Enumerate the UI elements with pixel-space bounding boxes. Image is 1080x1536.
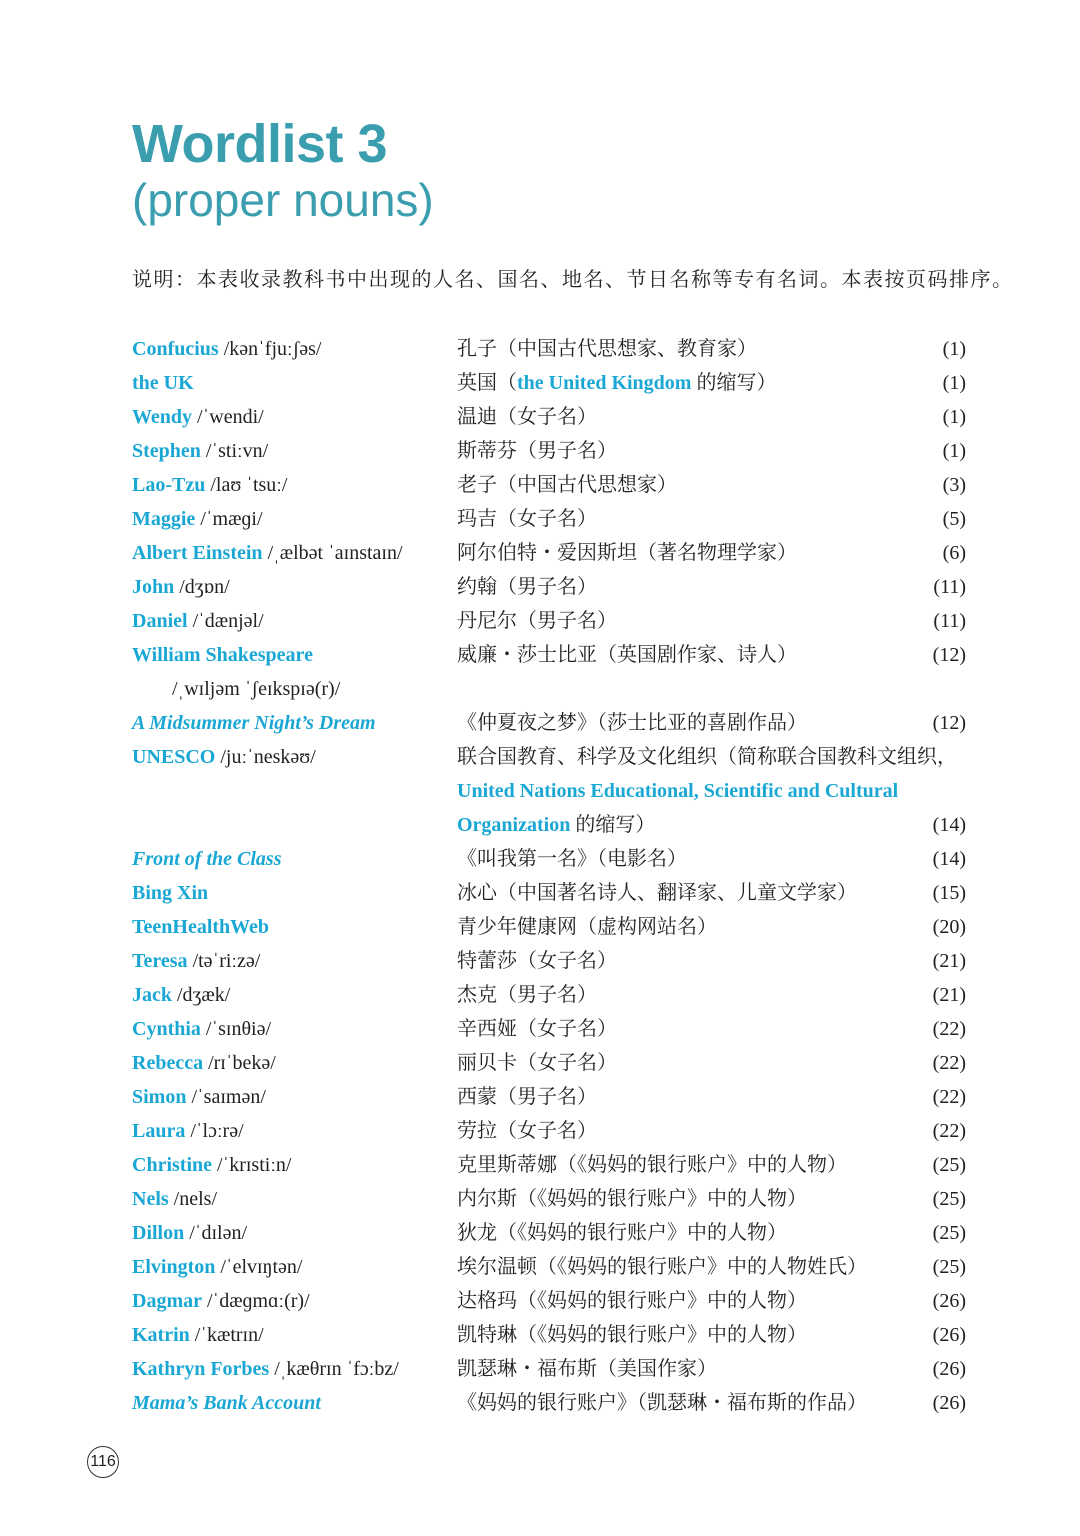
page-ref: (21) — [932, 984, 966, 1006]
meaning: 辛西娅（女子名） — [457, 1018, 617, 1040]
phonetic: /ˌkæθrɪn ˈfɔːbz/ — [274, 1358, 399, 1380]
phonetic: /ˈdɪlən/ — [189, 1222, 248, 1244]
phonetic: /ˌwɪljəm ˈʃeɪkspɪə(r)/ — [172, 678, 341, 700]
phonetic: /təˈriːzə/ — [192, 950, 261, 972]
headword: Katrin — [132, 1324, 190, 1346]
headword: Front of the Class — [132, 848, 282, 870]
meaning: 冰心（中国著名诗人、翻译家、儿童文学家） — [457, 882, 857, 904]
list-item — [132, 400, 968, 434]
meaning: 克里斯蒂娜（《妈妈的银行账户》中的人物） — [457, 1154, 847, 1176]
meaning: 《叫我第一名》（电影名） — [457, 848, 687, 870]
headword: TeenHealthWeb — [132, 916, 270, 938]
page-ref: (25) — [932, 1256, 966, 1278]
page-subtitle: (proper nouns) — [132, 174, 434, 226]
list-item — [132, 978, 968, 1012]
phonetic: /ˈsaɪmən/ — [191, 1086, 266, 1108]
list-item — [132, 1080, 968, 1114]
list-item — [132, 1318, 968, 1352]
meaning: 内尔斯（《妈妈的银行账户》中的人物） — [457, 1188, 807, 1210]
page-ref: (21) — [932, 950, 966, 972]
page-ref: (12) — [932, 712, 966, 734]
phonetic: /ˈdæɡmɑː(r)/ — [206, 1290, 310, 1312]
list-item — [132, 842, 968, 876]
list-item — [132, 1352, 968, 1386]
page-ref: (15) — [932, 882, 966, 904]
list-item — [132, 1046, 968, 1080]
page-ref: (1) — [942, 372, 966, 394]
page-ref: (22) — [932, 1018, 966, 1040]
list-item-continuation — [132, 672, 968, 706]
meaning: 西蒙（男子名） — [457, 1086, 597, 1108]
phonetic: /dʒæk/ — [177, 984, 231, 1006]
headword: Daniel — [132, 610, 188, 632]
meaning: 英国（the United Kingdom 的缩写） — [457, 372, 777, 394]
page-ref: (1) — [942, 440, 966, 462]
list-item — [132, 604, 968, 638]
meaning: 丽贝卡（女子名） — [457, 1052, 617, 1074]
phonetic: /ˌælbət ˈaɪnstaɪn/ — [267, 542, 403, 564]
list-item — [132, 1182, 968, 1216]
headword: Maggie — [132, 508, 196, 530]
list-item — [132, 1114, 968, 1148]
description-note: 说明：本表收录教科书中出现的人名、国名、地名、节日名称等专有名词。本表按页码排序。 — [132, 269, 1014, 291]
list-item — [132, 434, 968, 468]
phonetic: /ˈkætrɪn/ — [194, 1324, 264, 1346]
page-ref: (26) — [932, 1290, 966, 1312]
phonetic: /juːˈneskəʊ/ — [220, 746, 316, 768]
page-ref: (14) — [932, 848, 966, 870]
phonetic: /dʒɒn/ — [179, 576, 230, 598]
headword: Simon — [132, 1086, 187, 1108]
list-item — [132, 706, 968, 740]
meaning: 斯蒂芬（男子名） — [457, 440, 617, 462]
page-ref: (3) — [942, 474, 966, 496]
meaning: 特蕾莎（女子名） — [457, 950, 617, 972]
page-ref: (25) — [932, 1222, 966, 1244]
headword: Lao-Tzu — [132, 474, 206, 496]
phonetic: /kənˈfjuːʃəs/ — [223, 338, 322, 360]
headword: Dagmar — [132, 1290, 202, 1312]
meaning: Organization 的缩写） — [457, 814, 656, 836]
headword: Christine — [132, 1154, 212, 1176]
meaning — [457, 774, 898, 808]
page-ref: (20) — [932, 916, 966, 938]
headword: Teresa — [132, 950, 188, 972]
page-number: 116 — [87, 1446, 119, 1478]
headword: Nels — [132, 1188, 169, 1210]
page-ref: (11) — [933, 576, 966, 598]
list-item — [132, 1386, 968, 1420]
list-item — [132, 1284, 968, 1318]
phonetic: /ˈlɔːrə/ — [190, 1120, 244, 1142]
page-ref: (26) — [932, 1392, 966, 1414]
meaning: 青少年健康网（虚构网站名） — [457, 916, 717, 938]
meaning: 《仲夏夜之梦》（莎士比亚的喜剧作品） — [457, 712, 807, 734]
meaning: 《妈妈的银行账户》（凯瑟琳・福布斯的作品） — [457, 1392, 867, 1414]
list-item — [132, 638, 968, 672]
headword: the UK — [132, 372, 194, 394]
list-item — [132, 366, 968, 400]
page-ref: (22) — [932, 1120, 966, 1142]
phonetic: /ˈdænjəl/ — [192, 610, 264, 632]
list-item — [132, 910, 968, 944]
meaning: 温迪（女子名） — [457, 406, 597, 428]
phonetic: /nels/ — [173, 1188, 218, 1210]
headword: John — [132, 576, 175, 598]
phonetic: /ˈstiːvn/ — [205, 440, 269, 462]
meaning: 约翰（男子名） — [457, 576, 597, 598]
meaning: 埃尔温顿（《妈妈的银行账户》中的人物姓氏） — [457, 1256, 867, 1278]
page-ref: (22) — [932, 1052, 966, 1074]
phonetic: /rɪˈbekə/ — [208, 1052, 276, 1074]
headword: William Shakespeare — [132, 644, 313, 666]
page-ref: (22) — [932, 1086, 966, 1108]
list-item — [132, 468, 968, 502]
list-item — [132, 1216, 968, 1250]
headword: Laura — [132, 1120, 186, 1142]
headword: Albert Einstein — [132, 542, 263, 564]
wordlist — [132, 332, 968, 1420]
abbreviation-source: United Nations Educational, Scientific and Cultural — [457, 780, 899, 802]
phonetic: /ˈkrɪstiːn/ — [217, 1154, 292, 1176]
headword: Jack — [132, 984, 172, 1006]
list-item — [132, 876, 968, 910]
headword: Stephen — [132, 440, 201, 462]
list-item — [132, 944, 968, 978]
phonetic: /ˈsɪnθiə/ — [205, 1018, 272, 1040]
meaning: 达格玛（《妈妈的银行账户》中的人物） — [457, 1290, 807, 1312]
page-ref: (26) — [932, 1358, 966, 1380]
headword: Mama’s Bank Account — [132, 1392, 321, 1414]
page-ref: (11) — [933, 610, 966, 632]
list-item — [132, 1148, 968, 1182]
headword: A Midsummer Night’s Dream — [132, 712, 376, 734]
meaning: 杰克（男子名） — [457, 984, 597, 1006]
page-ref: (1) — [942, 338, 966, 360]
page-ref: (25) — [932, 1154, 966, 1176]
headword: Kathryn Forbes — [132, 1358, 270, 1380]
headword: Wendy — [132, 406, 193, 428]
list-item — [132, 332, 968, 366]
page-ref: (5) — [942, 508, 966, 530]
abbreviation-source: the United Kingdom — [517, 372, 692, 394]
meaning: 玛吉（女子名） — [457, 508, 597, 530]
meaning: 老子（中国古代思想家） — [457, 474, 677, 496]
list-item-continuation — [132, 774, 968, 808]
page-ref: (25) — [932, 1188, 966, 1210]
list-item — [132, 502, 968, 536]
list-item — [132, 570, 968, 604]
phonetic: /laʊ ˈtsuː/ — [210, 474, 288, 496]
page-ref: (14) — [932, 814, 966, 836]
meaning: 凯瑟琳・福布斯（美国作家） — [457, 1358, 717, 1380]
meaning: 狄龙（《妈妈的银行账户》中的人物） — [457, 1222, 787, 1244]
page-ref: (1) — [942, 406, 966, 428]
headword: Rebecca — [132, 1052, 204, 1074]
meaning: 联合国教育、科学及文化组织（简称联合国教科文组织， — [457, 746, 957, 768]
phonetic: /ˈelvɪŋtən/ — [220, 1256, 303, 1278]
headword: UNESCO — [132, 746, 216, 768]
headword: Confucius — [132, 338, 219, 360]
headword: Bing Xin — [132, 882, 209, 904]
headword: Elvington — [132, 1256, 216, 1278]
page-title: Wordlist 3 — [132, 114, 388, 174]
phonetic: /ˈwendi/ — [197, 406, 264, 428]
meaning: 凯特琳（《妈妈的银行账户》中的人物） — [457, 1324, 807, 1346]
page-ref: (6) — [942, 542, 966, 564]
meaning: 劳拉（女子名） — [457, 1120, 597, 1142]
list-item — [132, 1250, 968, 1284]
abbreviation-source: Organization — [457, 814, 571, 836]
meaning: 威廉・莎士比亚（英国剧作家、诗人） — [457, 644, 797, 666]
meaning: 阿尔伯特・爱因斯坦（著名物理学家） — [457, 542, 797, 564]
page-ref: (26) — [932, 1324, 966, 1346]
headword: Dillon — [132, 1222, 185, 1244]
meaning: 丹尼尔（男子名） — [457, 610, 617, 632]
headword: Cynthia — [132, 1018, 201, 1040]
list-item — [132, 740, 968, 774]
phonetic: /ˈmæɡi/ — [200, 508, 263, 530]
meaning: 孔子（中国古代思想家、教育家） — [457, 338, 757, 360]
list-item — [132, 536, 968, 570]
page-ref: (12) — [932, 644, 966, 666]
list-item-continuation — [132, 808, 968, 842]
list-item — [132, 1012, 968, 1046]
